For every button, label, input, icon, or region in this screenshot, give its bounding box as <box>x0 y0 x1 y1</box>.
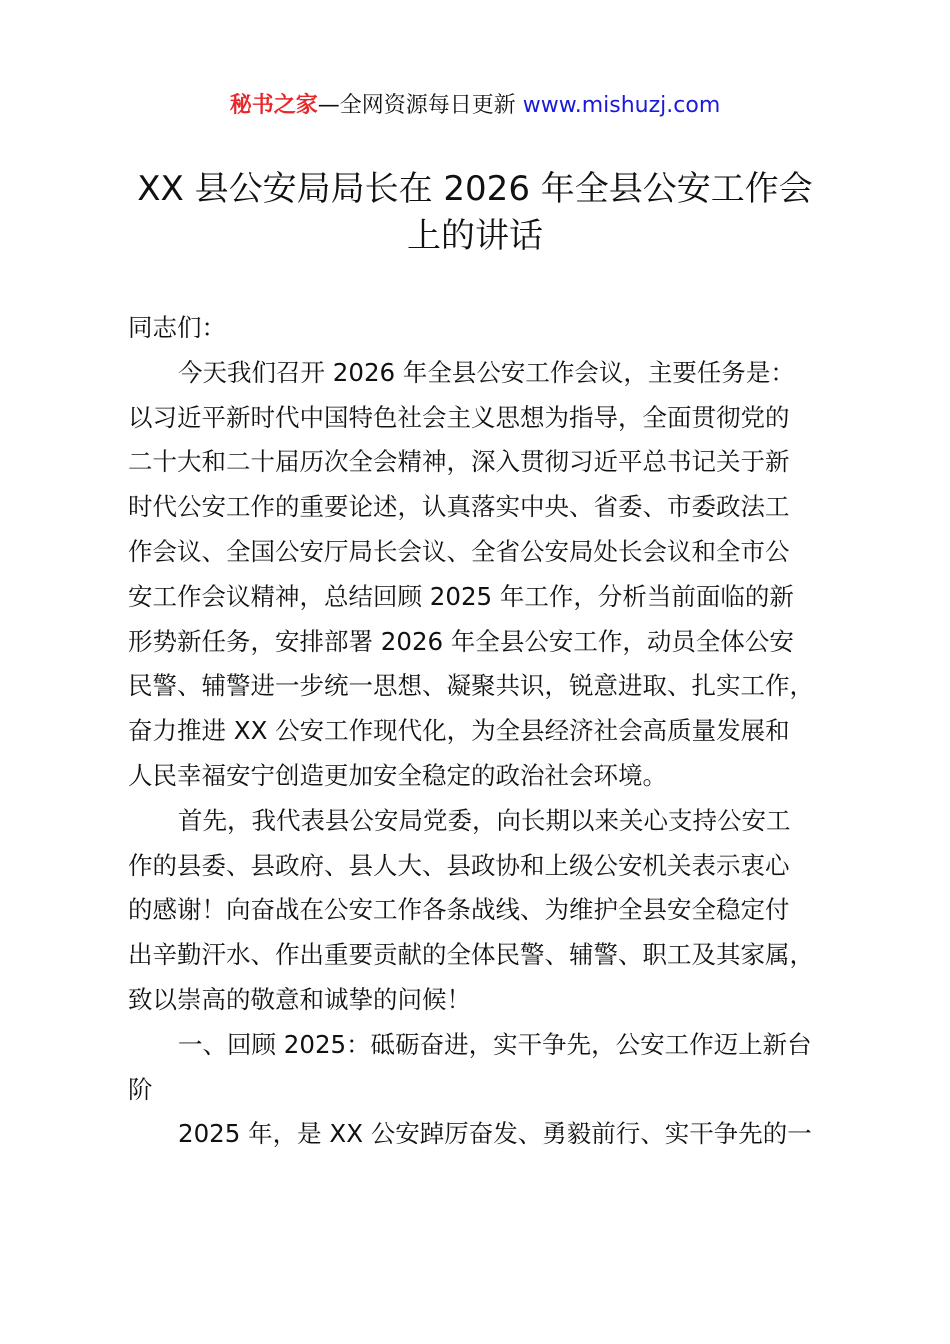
title-line: XX 县公安局局长在 2026 年全县公安工作会 <box>137 169 813 209</box>
body-text-line: 以习近平新时代中国特色社会主义思想为指导，全面贯彻党的 <box>128 402 790 432</box>
body-text-line: 作的县委、县政府、县人大、县政协和上级公安机关表示衷心 <box>128 850 790 880</box>
document-body <box>128 306 868 1157</box>
body-text-line: 作会议、全国公安厅局长会议、全省公安局处长会议和全市公 <box>128 536 790 566</box>
body-text-line: 首先，我代表县公安局党委，向长期以来关心支持公安工 <box>178 805 791 835</box>
body-text-line: 时代公安工作的重要论述，认真落实中央、省委、市委政法工 <box>128 492 790 522</box>
body-text-line: 同志们： <box>128 313 226 342</box>
body-text-line: 民警、辅警进一步统一思想、凝聚共识，锐意进取、扎实工作， <box>128 671 814 701</box>
body-text-line: 二十大和二十届历次全会精神，深入贯彻习近平总书记关于新 <box>128 447 790 477</box>
body-text-line: 一、回顾 2025：砥砺奋进，实干争先，公安工作迈上新台 <box>178 1029 812 1059</box>
body-text-line: 出辛勤汗水、作出重要贡献的全体民警、辅警、职工及其家属， <box>128 940 814 970</box>
body-text-line: 2025 年，是 XX 公安踔厉奋发、勇毅前行、实干争先的一 <box>178 1119 812 1149</box>
body-text-line: 奋力推进 XX 公安工作现代化，为全县经济社会高质量发展和 <box>128 716 790 746</box>
brand-name: 秘书之家 <box>229 93 318 118</box>
header-tagline: —全网资源每日更新 <box>317 93 523 118</box>
site-header <box>0 88 950 119</box>
title-line: 上的讲话 <box>407 216 543 256</box>
body-text-line: 安工作会议精神，总结回顾 2025 年工作，分析当前面临的新 <box>128 581 794 611</box>
body-text-line: 人民幸福安宁创造更加安全稳定的政治社会环境。 <box>128 760 667 790</box>
body-text-line: 今天我们召开 2026 年全县公安工作会议，主要任务是： <box>178 357 795 387</box>
body-text-line: 的感谢！向奋战在公安工作各条战线、为维护全县安全稳定付 <box>128 895 790 925</box>
body-text-line: 阶 <box>128 1074 153 1104</box>
body-text-line: 形势新任务，安排部署 2026 年全县公安工作，动员全体公安 <box>128 626 794 656</box>
body-text-line: 致以崇高的敬意和诚挚的问候！ <box>128 984 471 1014</box>
document-title <box>0 166 950 260</box>
site-url-link[interactable]: www.mishuzj.com <box>522 93 721 118</box>
